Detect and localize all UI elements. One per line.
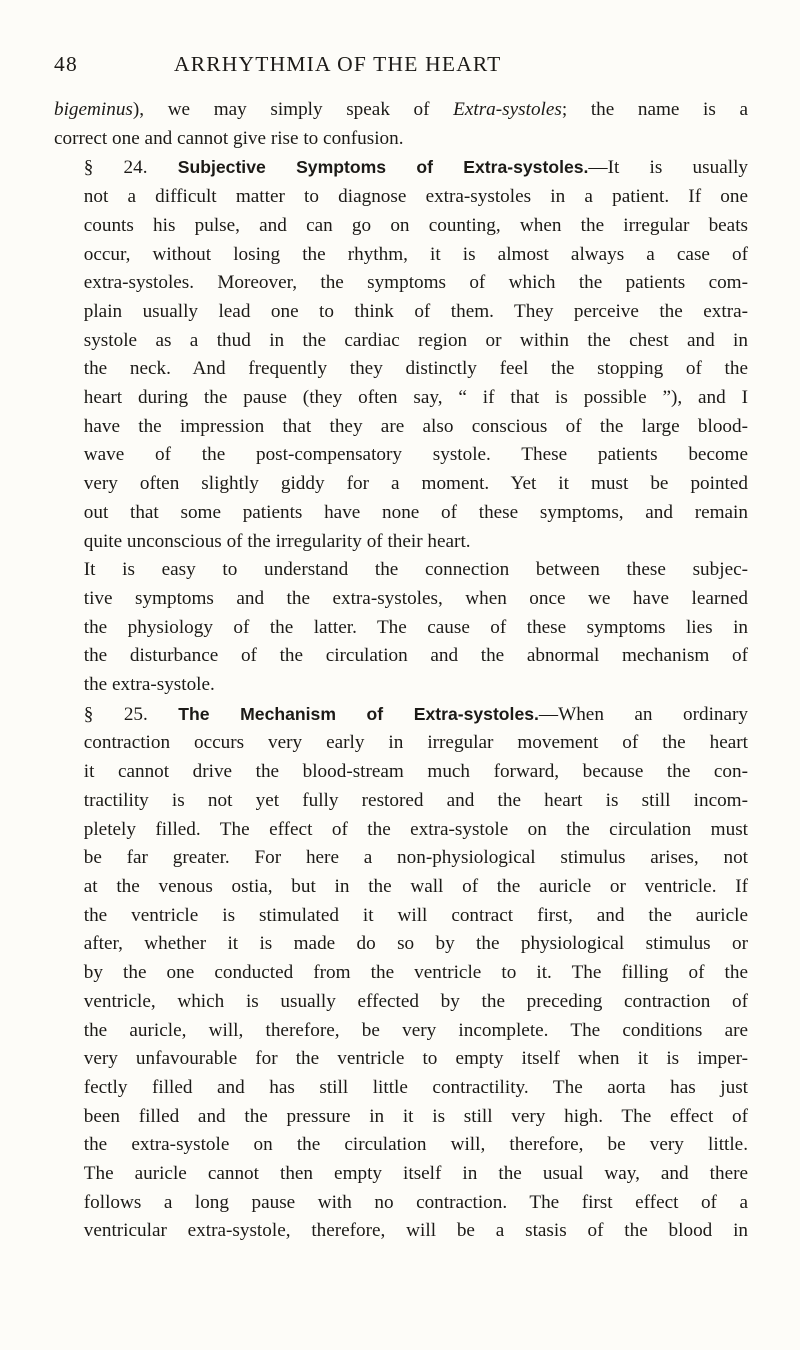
text-line: been filled and the pressure in it is still very high. The effect of: [83, 1105, 748, 1127]
text-line: it cannot drive the blood-stream much forward, because the con-: [83, 761, 748, 783]
text-line: after, whether it is made do so by the physiological stimulus or: [83, 933, 748, 955]
text-line: [54, 700, 748, 730]
text-line: by the one conducted from the ventricle to it. The filling of the: [83, 962, 748, 984]
text-run: —It is usually: [588, 157, 748, 179]
text-line: quite unconscious of the irregularity of their heart.: [83, 530, 471, 552]
text-line: [54, 96, 748, 125]
italic-term: bigeminus: [54, 99, 133, 120]
paragraph: [54, 96, 748, 153]
text-line: the disturbance of the circulation and the abnormal mechanism of: [83, 645, 748, 667]
text-run: ), we may simply speak of: [132, 99, 454, 120]
text-line: [54, 153, 748, 183]
text-line: counts his pulse, and can go on counting, when the irregular beats: [83, 214, 748, 236]
text-run: ; the name is a: [561, 99, 748, 120]
paragraph-section-24: [54, 153, 748, 556]
text-line: very unfavourable for the ventricle to empty itself when it is imper-: [83, 1048, 748, 1070]
paragraph: [54, 556, 748, 700]
text-line: contraction occurs very early in irregular movement of the heart: [83, 732, 748, 754]
text-line: The auricle cannot then empty itself in the usual way, and there: [83, 1163, 748, 1185]
text-line: pletely filled. The effect of the extra-systole on the circulation must: [83, 818, 748, 840]
text-line: the physiology of the latter. The cause of these symptoms lies in: [83, 616, 748, 638]
text-line: the extra-systole on the circulation will, therefore, be very little.: [83, 1134, 748, 1156]
italic-term: Extra-systoles: [453, 99, 562, 120]
page-header: [54, 52, 748, 96]
text-line: It is easy to understand the connection between these subjec-: [83, 559, 748, 581]
text-line: out that some patients have none of these symptoms, and remain: [83, 501, 748, 523]
text-line: ventricular extra-systole, therefore, will be a stasis of the blood in: [83, 1220, 748, 1242]
section-heading: Subjective Symptoms of Extra-systoles.: [177, 157, 589, 178]
text-line: the ventricle is stimulated it will contract first, and the auricle: [83, 904, 748, 926]
text-line: be far greater. For here a non-physiological stimulus arises, not: [83, 847, 748, 869]
page-number: 48: [54, 52, 78, 76]
text-line: occur, without losing the rhythm, it is almost always a case of: [83, 243, 748, 265]
text-line: very often slightly giddy for a moment. Yet it must be pointed: [83, 473, 748, 495]
text-line: plain usually lead one to think of them. They perceive the extra-: [83, 300, 748, 322]
text-line: tive symptoms and the extra-systoles, when once we have learned: [83, 587, 748, 609]
text-line: the neck. And frequently they distinctly feel the stopping of the: [83, 358, 748, 380]
running-title: ARRHYTHMIA OF THE HEART: [174, 52, 502, 76]
text-line: have the impression that they are also conscious of the large blood-: [83, 415, 748, 437]
text-line: fectly filled and has still little contractility. The aorta has just: [83, 1076, 748, 1098]
text-line: heart during the pause (they often say, “ if that is possible ”), and I: [83, 387, 748, 409]
text-line: the extra-systole.: [83, 674, 215, 696]
section-marker: § 25.: [83, 703, 148, 725]
text-line: extra-systoles. Moreover, the symptoms of which the patients com-: [83, 272, 748, 294]
text-line: tractility is not yet fully restored and the heart is still incom-: [83, 789, 748, 811]
section-marker: § 24.: [83, 157, 148, 179]
paragraph-section-25: [54, 700, 748, 1246]
body-text: [54, 96, 748, 1246]
section-heading: The Mechanism of Extra-systoles.: [178, 703, 539, 724]
text-line: follows a long pause with no contraction. The first effect of a: [83, 1191, 748, 1213]
text-line: ventricle, which is usually effected by the preceding contraction of: [83, 990, 748, 1012]
text-line: systole as a thud in the cardiac region or within the chest and in: [83, 329, 748, 351]
text-line: wave of the post-compensatory systole. These patients become: [83, 444, 748, 466]
text-line: at the venous ostia, but in the wall of the auricle or ventricle. If: [83, 875, 748, 897]
text-run: —When an ordinary: [538, 703, 748, 725]
text-line: not a difficult matter to diagnose extra-systoles in a patient. If one: [83, 186, 748, 208]
text-line: correct one and cannot give rise to confusion.: [54, 127, 404, 149]
text-line: the auricle, will, therefore, be very incomplete. The conditions are: [83, 1019, 748, 1041]
